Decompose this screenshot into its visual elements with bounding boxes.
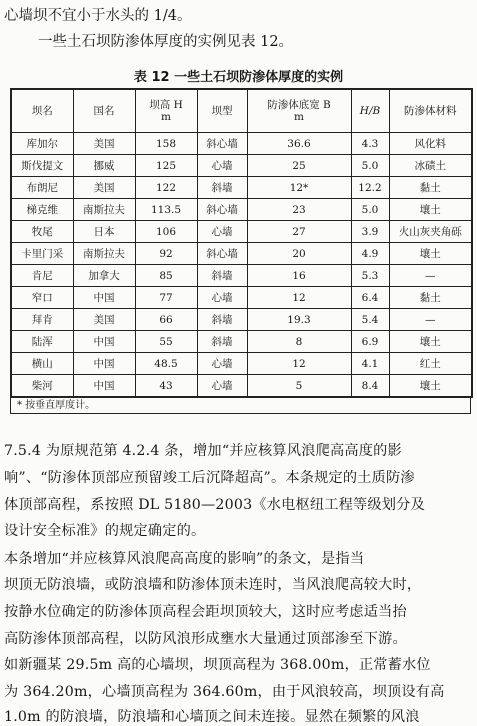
table-cell: 19.3 <box>247 309 351 331</box>
table-cell: 库加尔 <box>11 133 73 155</box>
table-cell: 斜心墙 <box>197 243 247 265</box>
table-cell: 12 <box>247 353 351 375</box>
table-row <box>11 133 472 155</box>
table-cell: 中国 <box>73 353 135 375</box>
table-cell: 158 <box>135 133 197 155</box>
table-row <box>11 353 472 375</box>
table-cell: 122 <box>135 177 197 199</box>
table-cell: 布朗尼 <box>11 177 73 199</box>
table-row <box>11 243 472 265</box>
data-table <box>10 88 473 398</box>
table-cell: 20 <box>247 243 351 265</box>
table-cell: 斜心墙 <box>197 133 247 155</box>
table-cell: 77 <box>135 287 197 309</box>
table-row <box>11 265 472 287</box>
table-cell: 心墙 <box>197 287 247 309</box>
table-cell: 南斯拉夫 <box>73 199 135 221</box>
header-cell: 防渗体材料 <box>389 89 472 133</box>
table-row <box>11 309 472 331</box>
table-cell: 43 <box>135 375 197 398</box>
table-cell: 中国 <box>73 287 135 309</box>
table-cell: 牧尾 <box>11 221 73 243</box>
table-cell: 8.4 <box>351 375 389 398</box>
table-footnote: * 按垂直厚度计。 <box>10 398 471 414</box>
table-cell: 12* <box>247 177 351 199</box>
table-cell: 心墙 <box>197 375 247 398</box>
table-cell: 4.1 <box>351 353 389 375</box>
table-cell: 12.2 <box>351 177 389 199</box>
text-line: 心墙坝不宜小于水头的 1/4。 <box>4 8 192 24</box>
text-line: 为 364.20m，心墙顶高程为 364.60m，由于风浪较高，坝顶设有高 <box>4 684 445 700</box>
table-cell: 陆浑 <box>11 331 73 353</box>
header-cell: 坝名 <box>11 89 73 133</box>
table-cell: — <box>389 309 472 331</box>
table-cell: 拜肯 <box>11 309 73 331</box>
table-cell: 横山 <box>11 353 73 375</box>
table-cell: 5.3 <box>351 265 389 287</box>
table-cell: 美国 <box>73 177 135 199</box>
table-caption: 表 12 一些土石坝防渗体厚度的实例 <box>133 70 344 85</box>
table-cell: 斜心墙 <box>197 199 247 221</box>
table-cell: 美国 <box>73 133 135 155</box>
table-cell: 斜墙 <box>197 177 247 199</box>
table-cell: 5.0 <box>351 199 389 221</box>
table-cell: 斯伐提文 <box>11 155 73 177</box>
text-line: 高防渗体顶部高程，以防风浪形成壅水大量通过顶部渗至下游。 <box>4 631 407 647</box>
table-row <box>11 287 472 309</box>
table-cell: 心墙 <box>197 221 247 243</box>
table-cell: 火山灰夹角砾 <box>389 221 472 243</box>
table-cell: 黏土 <box>389 287 472 309</box>
table-cell: 壤土 <box>389 199 472 221</box>
table-cell: 中国 <box>73 331 135 353</box>
header-cell: 防渗体底宽 B m <box>247 89 351 133</box>
table-cell: 美国 <box>73 309 135 331</box>
table-cell: 5.0 <box>351 155 389 177</box>
table-cell: 8 <box>247 331 351 353</box>
table-cell: 6.9 <box>351 331 389 353</box>
table-cell: 中国 <box>73 375 135 398</box>
table-cell: 23 <box>247 199 351 221</box>
table-cell: 冰碛土 <box>389 155 472 177</box>
table-cell: 3.9 <box>351 221 389 243</box>
table-cell: 加拿大 <box>73 265 135 287</box>
table-cell: 5 <box>247 375 351 398</box>
table-cell: 25 <box>247 155 351 177</box>
table-cell: 卡里门采 <box>11 243 73 265</box>
table-row <box>11 331 472 353</box>
table-row <box>11 199 472 221</box>
text-line: 响”、“防渗体顶部应预留竣工后沉降超高”。本条规定的土质防渗 <box>4 470 415 486</box>
table-cell: 27 <box>247 221 351 243</box>
table-cell: 黏土 <box>389 177 472 199</box>
table-cell: 55 <box>135 331 197 353</box>
text-line: 体顶部高程，系按照 DL 5180—2003《水电枢纽工程等级划分及 <box>4 497 425 513</box>
table-cell: 125 <box>135 155 197 177</box>
text-line: 一些土石坝防渗体厚度的实例见表 12。 <box>38 34 294 50</box>
header-cell: H/B <box>351 89 389 133</box>
table-cell: 85 <box>135 265 197 287</box>
table-cell: 窄口 <box>11 287 73 309</box>
table-cell: 106 <box>135 221 197 243</box>
table-cell: 4.3 <box>351 133 389 155</box>
table-cell: 壤土 <box>389 243 472 265</box>
table-cell: 113.5 <box>135 199 197 221</box>
header-cell: 国名 <box>73 89 135 133</box>
table-cell: 红土 <box>389 353 472 375</box>
table-cell: 风化料 <box>389 133 472 155</box>
table-cell: 日本 <box>73 221 135 243</box>
header-cell: 坝高 H m <box>135 89 197 133</box>
table-cell: 5.4 <box>351 309 389 331</box>
table-cell: — <box>389 265 472 287</box>
text-line: 1.0m 的防浪墙，防浪墙和心墙顶之间未连接。显然在频繁的风浪 <box>4 709 420 725</box>
table-cell: 66 <box>135 309 197 331</box>
text-line: 本条增加“并应核算风浪爬高高度的影响”的条文，是指当 <box>4 551 365 567</box>
text-line: 按静水位确定的防渗体顶高程会距坝顶较大，这时应考虑适当抬 <box>4 604 407 620</box>
table-row <box>11 375 472 398</box>
table-container <box>10 88 471 414</box>
table-cell: 肯尼 <box>11 265 73 287</box>
table-cell: 斜墙 <box>197 265 247 287</box>
table-row <box>11 177 472 199</box>
table-cell: 12 <box>247 287 351 309</box>
text-line: 如新疆某 29.5m 高的心墙坝，坝顶高程为 368.00m，正常蓄水位 <box>4 657 431 673</box>
table-cell: 4.9 <box>351 243 389 265</box>
table-cell: 16 <box>247 265 351 287</box>
text-line: 设计安全标准》的规定确定的。 <box>4 523 206 539</box>
table-cell: 柴河 <box>11 375 73 398</box>
text-line: 坝顶无防浪墙，或防浪墙和防渗体顶未连时，当风浪爬高较大时， <box>4 577 422 593</box>
table-cell: 挪威 <box>73 155 135 177</box>
table-cell: 48.5 <box>135 353 197 375</box>
table-cell: 斜墙 <box>197 331 247 353</box>
table-cell: 92 <box>135 243 197 265</box>
table-cell: 36.6 <box>247 133 351 155</box>
table-cell: 斜墙 <box>197 309 247 331</box>
table-cell: 壤土 <box>389 331 472 353</box>
table-cell: 南斯拉夫 <box>73 243 135 265</box>
text-line: 7.5.4 为原规范第 4.2.4 条，增加“并应核算风浪爬高高度的影 <box>4 443 402 459</box>
table-header-row <box>11 89 472 133</box>
table-cell: 心墙 <box>197 155 247 177</box>
table-cell: 壤土 <box>389 375 472 398</box>
table-cell: 6.4 <box>351 287 389 309</box>
header-cell: 坝型 <box>197 89 247 133</box>
table-cell: 梯克维 <box>11 199 73 221</box>
table-row <box>11 221 472 243</box>
table-cell: 心墙 <box>197 353 247 375</box>
table-row <box>11 155 472 177</box>
